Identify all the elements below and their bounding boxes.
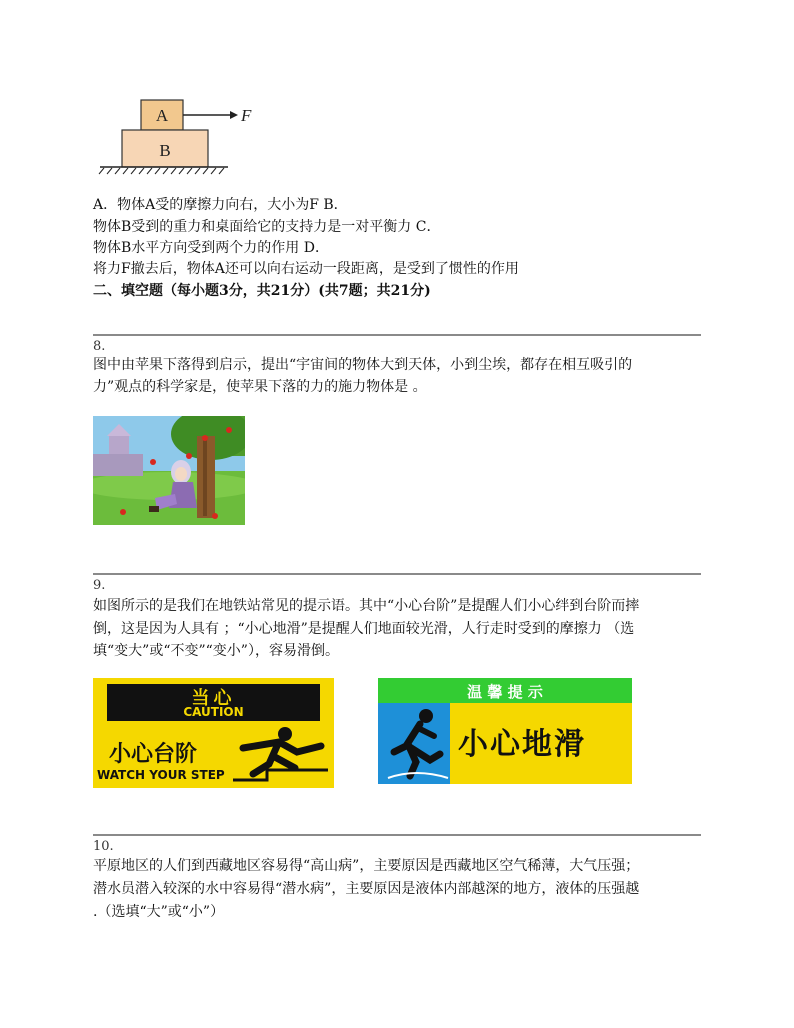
sign2-header: 温 馨 提 示 bbox=[467, 683, 543, 701]
divider-q9 bbox=[93, 573, 701, 575]
sign-slippery-floor bbox=[378, 678, 632, 784]
q9-line-2: 倒，这是因为人具有 ；“小心地滑”是提醒人们地面较光滑，人行走时受到的摩擦力 （选 bbox=[93, 621, 635, 637]
sign-watch-your-step bbox=[93, 678, 334, 788]
sign2-main: 小心地滑 bbox=[458, 727, 586, 762]
newton-apple-image bbox=[93, 416, 245, 525]
sign1-main: 小心台阶 bbox=[109, 742, 198, 767]
force-diagram-svg bbox=[98, 96, 258, 176]
q10-number: 10. bbox=[93, 839, 114, 854]
q9-line-3: 填“变大”或“不变”“变小”），容易滑倒。 bbox=[93, 643, 339, 659]
label-a: A bbox=[155, 106, 169, 125]
q10-line-2: 潜水员潜入较深的水中容易得“潜水病”，主要原因是液体内部越深的地方，液体的压强越 bbox=[93, 881, 640, 897]
force-diagram bbox=[98, 96, 258, 176]
divider-q10 bbox=[93, 834, 701, 836]
q7-option-a: A．物体A受的摩擦力向右，大小为F B． bbox=[93, 197, 348, 213]
section-heading: 二、填空题（每小题3分，共21分）(共7题；共21分) bbox=[93, 283, 431, 299]
q8-number: 8. bbox=[93, 339, 106, 354]
tripping-figure-icon bbox=[233, 724, 328, 782]
sign1-english: WATCH YOUR STEP bbox=[97, 768, 225, 782]
q7-option-b: 物体B受到的重力和桌面给它的支持力是一对平衡力 C． bbox=[93, 219, 441, 235]
q9-number: 9. bbox=[93, 578, 106, 593]
q8-line-2: 力”观点的科学家是，使苹果下落的力的施力物体是 。 bbox=[93, 379, 427, 395]
q9-line-1: 如图所示的是我们在地铁站常见的提示语。其中“小心台阶”是提醒人们小心绊到台阶而摔 bbox=[93, 598, 640, 614]
q10-line-3: .（选填“大”或“小”） bbox=[93, 904, 225, 920]
q7-option-d: 将力F撤去后，物体A还可以向右运动一段距离，是受到了惯性的作用 bbox=[93, 261, 519, 277]
force-arrow-head bbox=[230, 111, 238, 119]
divider-q8 bbox=[93, 334, 701, 336]
sign1-caution: CAUTION bbox=[183, 705, 244, 719]
sign1-title: 当心 bbox=[191, 688, 236, 709]
label-b: B bbox=[159, 141, 171, 160]
slipping-figure-icon bbox=[382, 706, 450, 782]
q10-line-1: 平原地区的人们到西藏地区容易得“高山病”，主要原因是西藏地区空气稀薄，大气压强； bbox=[93, 858, 640, 874]
label-f: F bbox=[241, 106, 252, 125]
q8-line-1: 图中由苹果下落得到启示，提出“宇宙间的物体大到天体，小到尘埃，都存在相互吸引的 bbox=[93, 357, 633, 373]
ground-hatching bbox=[99, 168, 224, 174]
q7-option-c: 物体B水平方向受到两个力的作用 D． bbox=[93, 240, 329, 256]
